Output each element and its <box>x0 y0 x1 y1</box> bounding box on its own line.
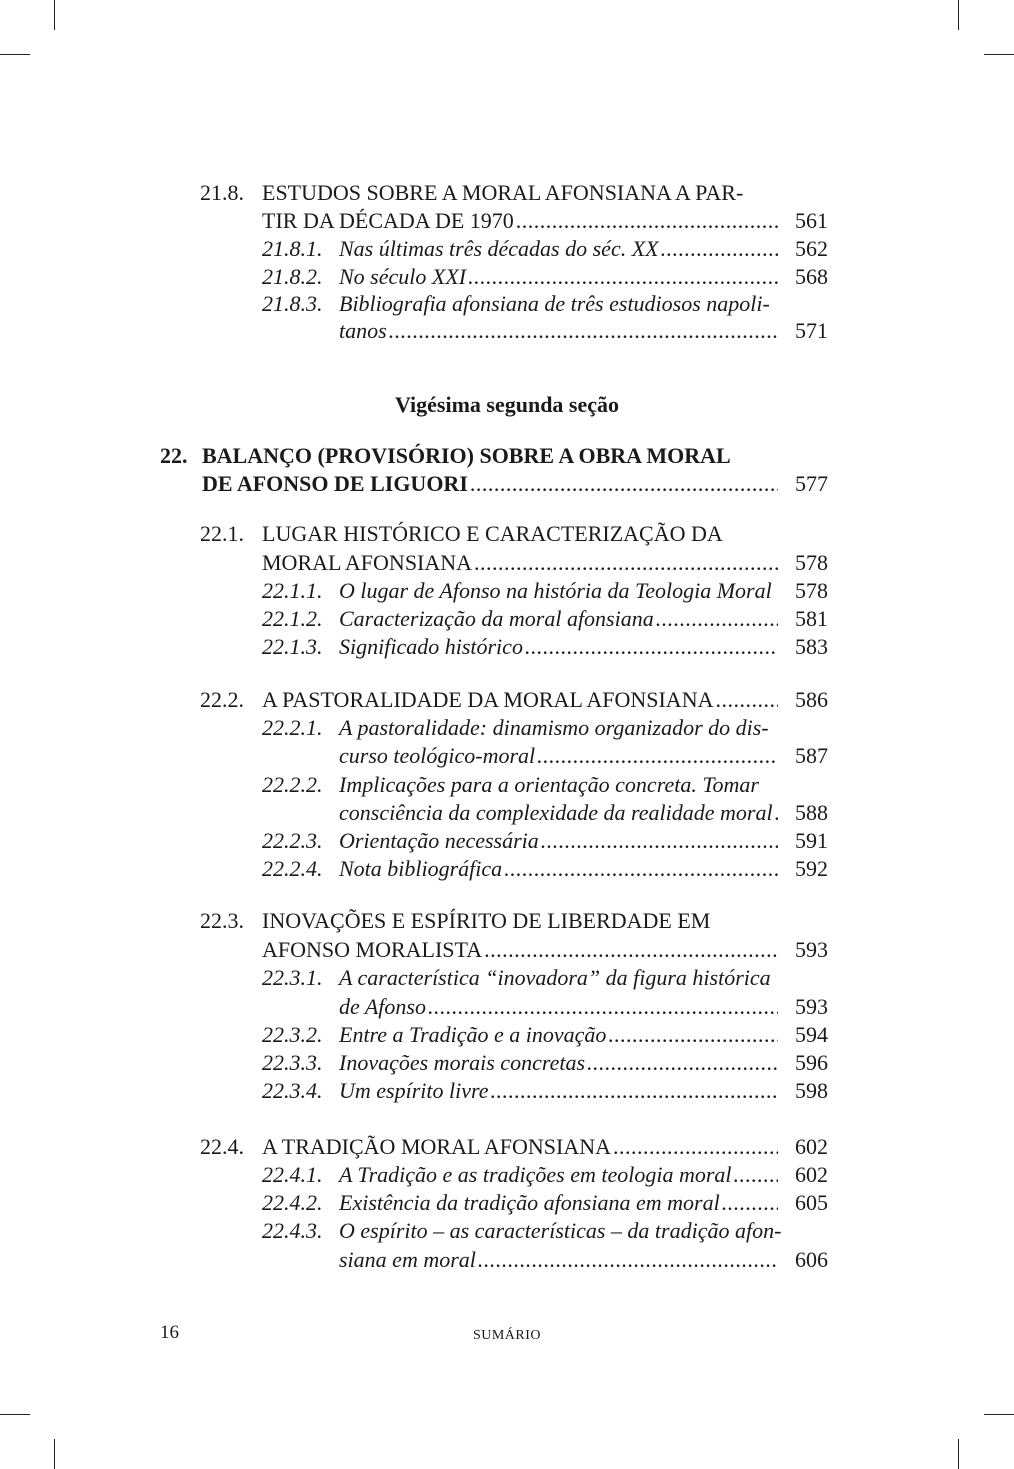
page-number: 606 <box>795 1247 828 1272</box>
subsection-title: Existência da tradição afonsiana em moral <box>339 1190 720 1215</box>
toc-entry-21-8-1 <box>0 235 1014 263</box>
crop-mark <box>958 1439 959 1469</box>
dot-leader <box>504 855 778 883</box>
page-number: 586 <box>795 687 828 712</box>
toc-entry-21-8 <box>0 179 1014 207</box>
subsection-number: 22.2.3. <box>262 828 323 853</box>
dot-leader <box>491 1077 779 1105</box>
section-title-cont: AFONSO MORALISTA <box>262 937 483 962</box>
crop-mark <box>984 1414 1014 1415</box>
toc-entry-22-2 <box>0 686 1014 714</box>
chapter-title: BALANÇO (PROVISÓRIO) SOBRE A OBRA MORAL <box>202 443 731 468</box>
subsection-title-cont: de Afonso <box>339 994 426 1019</box>
subsection-title: O lugar de Afonso na história da Teologia Moral <box>339 578 772 603</box>
dot-leader <box>389 317 778 345</box>
crop-mark <box>958 0 959 30</box>
toc-entry-21-8-3 <box>0 290 1014 318</box>
subsection-title-cont: curso teológico-moral <box>339 743 536 768</box>
subsection-number: 22.3.4. <box>262 1078 323 1103</box>
toc-entry-22-1 <box>0 520 1014 548</box>
toc-entry-22-2-1-cont <box>0 742 1014 770</box>
subsection-title: Significado histórico <box>339 634 523 659</box>
crop-mark <box>0 1414 30 1415</box>
crop-mark <box>984 54 1014 55</box>
toc-entry-22-1-3 <box>0 633 1014 661</box>
page-number: 598 <box>795 1078 828 1103</box>
subsection-title-cont: tanos <box>339 318 387 343</box>
subsection-number: 22.1.1. <box>262 578 323 603</box>
toc-entry-22-1-2 <box>0 605 1014 633</box>
subsection-number: 22.1.2. <box>262 606 323 631</box>
toc-entry-22-3-3 <box>0 1049 1014 1077</box>
section-number: 22.4. <box>200 1134 244 1159</box>
subsection-number: 22.4.1. <box>262 1162 323 1187</box>
toc-entry-22-2-1 <box>0 714 1014 742</box>
subsection-number: 22.4.3. <box>262 1218 323 1243</box>
dot-leader <box>722 1189 778 1217</box>
dot-leader <box>478 1246 778 1274</box>
toc-entry-22-3-cont <box>0 936 1014 964</box>
section-number: 21.8. <box>200 180 244 205</box>
toc-entry-22-3-1-cont <box>0 993 1014 1021</box>
toc-entry-22-2-2 <box>0 771 1014 799</box>
toc-entry-22-1-cont <box>0 549 1014 577</box>
subsection-title: Inovações morais concretas <box>339 1050 586 1075</box>
dot-leader <box>470 470 778 498</box>
dot-leader <box>656 605 778 633</box>
dot-leader <box>613 1133 778 1161</box>
toc-entry-21-8-cont <box>0 207 1014 235</box>
page-number: 562 <box>795 236 828 261</box>
part-heading: Vigésima segunda seção <box>394 392 620 417</box>
subsection-title: O espírito – as características – da tradição afon- <box>339 1218 782 1243</box>
dot-leader <box>468 263 778 291</box>
dot-leader <box>734 1161 778 1189</box>
page-number: 578 <box>795 550 828 575</box>
subsection-number: 21.8.2. <box>262 264 323 289</box>
subsection-title: Bibliografia afonsiana de três estudiosos napoli- <box>339 291 770 316</box>
dot-leader <box>715 686 778 714</box>
section-title: A TRADIÇÃO MORAL AFONSIANA <box>262 1134 611 1159</box>
dot-leader <box>537 742 778 770</box>
dot-leader <box>608 1021 778 1049</box>
subsection-number: 22.3.1. <box>262 965 323 990</box>
running-footer-title: SUMÁRIO <box>472 1328 542 1343</box>
page-number: 577 <box>795 471 828 496</box>
subsection-number: 22.2.2. <box>262 772 323 797</box>
subsection-number: 22.2.1. <box>262 715 323 740</box>
subsection-title: A Tradição e as tradições em teologia moral <box>339 1162 732 1187</box>
page-number: 602 <box>795 1162 828 1187</box>
subsection-number: 22.3.2. <box>262 1022 323 1047</box>
toc-entry-21-8-3-cont <box>0 317 1014 345</box>
subsection-title-cont: siana em moral <box>339 1247 476 1272</box>
page-number: 571 <box>795 318 828 343</box>
chapter-number: 22. <box>160 443 188 468</box>
folio-page-number: 16 <box>160 1322 179 1343</box>
toc-entry-22-4-2 <box>0 1189 1014 1217</box>
subsection-title: No século XXI <box>339 264 467 289</box>
subsection-number: 22.2.4. <box>262 856 323 881</box>
section-title-cont: TIR DA DÉCADA DE 1970 <box>262 208 514 233</box>
subsection-number: 21.8.3. <box>262 291 323 316</box>
subsection-title: Caracterização da moral afonsiana <box>339 606 654 631</box>
page-number: 578 <box>795 578 828 603</box>
toc-entry-22-4-3 <box>0 1217 1014 1245</box>
page-number: 591 <box>795 828 828 853</box>
section-title: LUGAR HISTÓRICO E CARACTERIZAÇÃO DA <box>262 521 723 546</box>
section-title: INOVAÇÕES E ESPÍRITO DE LIBERDADE EM <box>262 908 711 933</box>
page-number: 593 <box>795 994 828 1019</box>
crop-mark <box>54 0 55 30</box>
dot-leader <box>587 1049 778 1077</box>
crop-mark <box>0 54 30 55</box>
subsection-title: Implicações para a orientação concreta. Tomar <box>339 772 759 797</box>
section-title: ESTUDOS SOBRE A MORAL AFONSIANA A PAR- <box>262 180 744 205</box>
subsection-title: Nas últimas três décadas do séc. XX <box>339 236 659 261</box>
subsection-number: 22.4.2. <box>262 1190 323 1215</box>
section-title-cont: MORAL AFONSIANA <box>262 550 473 575</box>
subsection-title: Nota bibliográfica <box>339 856 503 881</box>
subsection-number: 22.3.3. <box>262 1050 323 1075</box>
section-number: 22.3. <box>200 908 244 933</box>
toc-entry-21-8-2 <box>0 263 1014 291</box>
page-number: 583 <box>795 634 828 659</box>
toc-entry-22-2-4 <box>0 855 1014 883</box>
subsection-title-cont: consciência da complexidade da realidade moral <box>339 800 773 825</box>
toc-entry-22-4-1 <box>0 1161 1014 1189</box>
section-title: A PASTORALIDADE DA MORAL AFONSIANA <box>262 687 714 712</box>
subsection-number: 22.1.3. <box>262 634 323 659</box>
toc-chapter-22 <box>0 442 1014 470</box>
page-number: 594 <box>795 1022 828 1047</box>
crop-mark <box>54 1439 55 1469</box>
page-number: 568 <box>795 264 828 289</box>
page-number: 602 <box>795 1134 828 1159</box>
page-number: 605 <box>795 1190 828 1215</box>
subsection-title: A pastoralidade: dinamismo organizador do dis- <box>339 715 769 740</box>
page-number: 588 <box>795 800 828 825</box>
dot-leader <box>775 799 778 827</box>
toc-chapter-22-cont <box>0 470 1014 498</box>
toc-entry-22-1-1 <box>0 577 1014 605</box>
page-number: 561 <box>795 208 828 233</box>
toc-entry-22-2-2-cont <box>0 799 1014 827</box>
subsection-title: Entre a Tradição e a inovação <box>339 1022 607 1047</box>
section-number: 22.2. <box>200 687 244 712</box>
toc-entry-22-3-2 <box>0 1021 1014 1049</box>
section-number: 22.1. <box>200 521 244 546</box>
dot-leader <box>525 633 778 661</box>
page-number: 581 <box>795 606 828 631</box>
subsection-title: Um espírito livre <box>339 1078 489 1103</box>
subsection-number: 21.8.1. <box>262 236 323 261</box>
page-number: 593 <box>795 937 828 962</box>
chapter-title-cont: DE AFONSO DE LIGUORI <box>202 471 468 496</box>
subsection-title: A característica “inovadora” da figura histórica <box>339 965 771 990</box>
dot-leader <box>428 993 778 1021</box>
dot-leader <box>474 549 778 577</box>
page-number: 596 <box>795 1050 828 1075</box>
page-number: 592 <box>795 856 828 881</box>
page-number: 587 <box>795 743 828 768</box>
dot-leader <box>661 235 778 263</box>
toc-entry-22-3-1 <box>0 964 1014 992</box>
toc-entry-22-3-4 <box>0 1077 1014 1105</box>
toc-entry-22-4-3-cont <box>0 1246 1014 1274</box>
dot-leader <box>541 827 778 855</box>
toc-entry-22-2-3 <box>0 827 1014 855</box>
dot-leader <box>516 207 778 235</box>
dot-leader <box>484 936 778 964</box>
toc-entry-22-3 <box>0 907 1014 935</box>
subsection-title: Orientação necessária <box>339 828 539 853</box>
toc-entry-22-4 <box>0 1133 1014 1161</box>
